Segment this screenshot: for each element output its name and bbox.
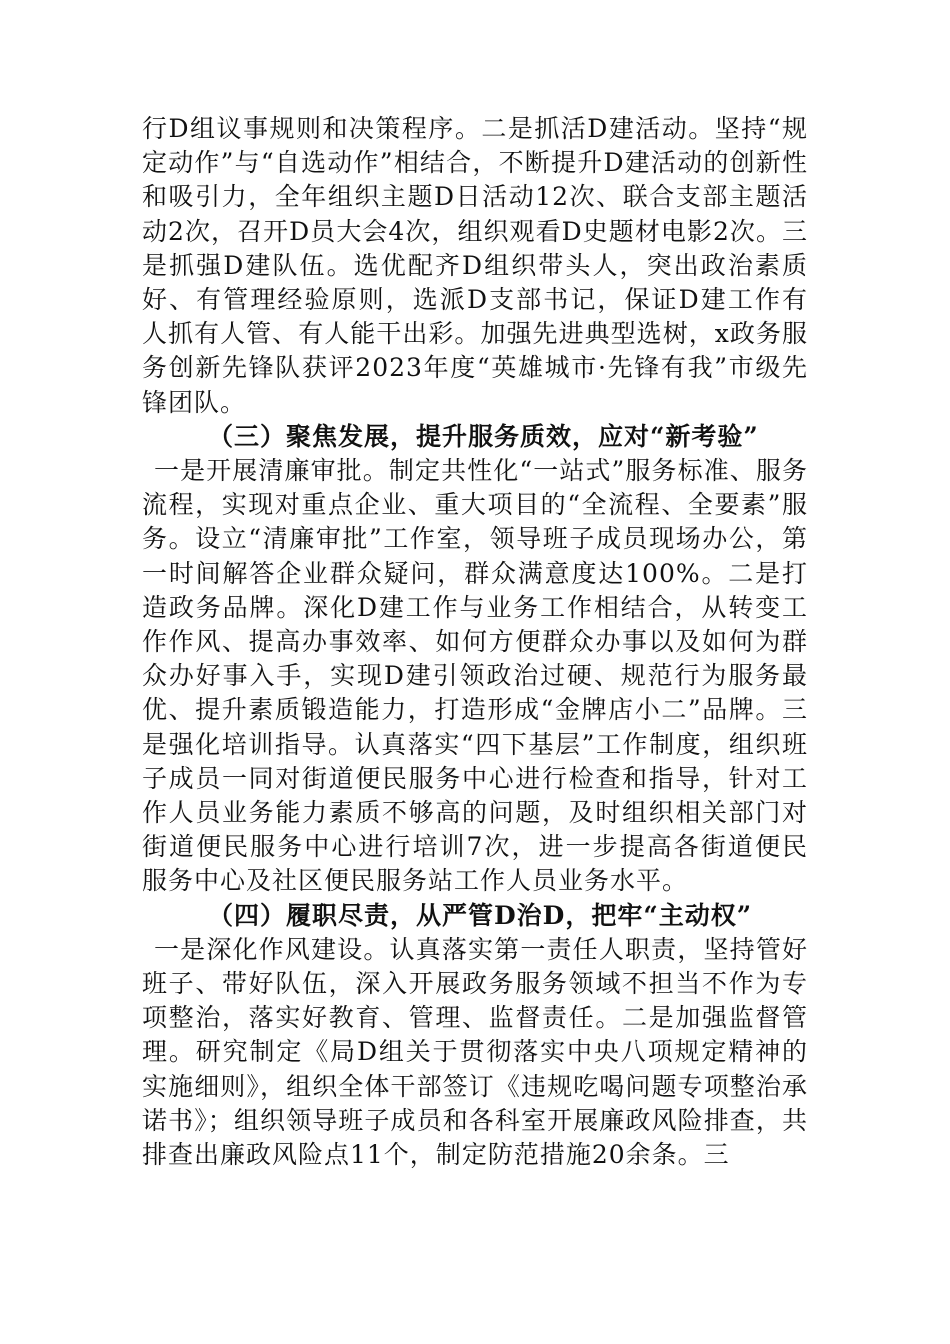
section-heading-4: （四）履职尽责，从严管D治D，把牢“主动权” [208,900,753,930]
paragraph-service-quality: 一是开展清廉审批。制定共性化“一站式”服务标准、服务流程，实现对重点企业、重大项目的“全流程、全要素”服务。设立“清廉审批”工作室，领导班子成员现场办公，第一时间解答企业群众疑问，群众满意度达100%。二是打造政务品牌。深化D建工作与业务工作相结合，从转变工作作风、提高办事效率、如何方便群众办事以及如何为群众办好事入手，实现D建引领政治过硬、规范行为服务最优、提升素质锻造能力，打造形成“金牌店小二”品牌。三是强化培训指导。认真落实“四下基层”工作制度，组织班子成员一同对街道便民服务中心进行检查和指导，针对工作人员业务能力素质不够高的问题，及时组织相关部门对街道便民服务中心进行培训7次，进一步提高各街道便民服务中心及社区便民服务站工作人员业务水平。 [142,456,808,896]
document-body [142,112,808,1172]
paragraph-party-building: 行D组议事规则和决策程序。二是抓活D建活动。坚持“规定动作”与“自选动作”相结合，不断提升D建活动的创新性和吸引力，全年组织主题D日活动12次、联合支部主题活动2次，召开D员大会4次，组织观看D史题材电影2次。三是抓强D建队伍。选优配齐D组织带头人，突出政治素质好、有管理经验原则，选派D支部书记，保证D建工作有人抓有人管、有人能干出彩。加强先进典型选树，x政务服务创新先锋队获评2023年度“英雄城市·先锋有我”市级先锋团队。 [142,114,808,417]
paragraph-strict-governance: 一是深化作风建设。认真落实第一责任人职责，坚持管好班子、带好队伍，深入开展政务服务领域不担当不作为专项整治，落实好教育、管理、监督责任。二是加强监督管理。研究制定《局D组关于贯彻落实中央八项规定精神的实施细则》，组织全体干部签订《违规吃喝问题专项整治承诺书》；组织领导班子成员和各科室开展廉政风险排查，共排查出廉政风险点11个，制定防范措施20余条。三 [142,934,808,1170]
section-heading-3: （三）聚焦发展，提升服务质效，应对“新考验” [208,421,759,451]
